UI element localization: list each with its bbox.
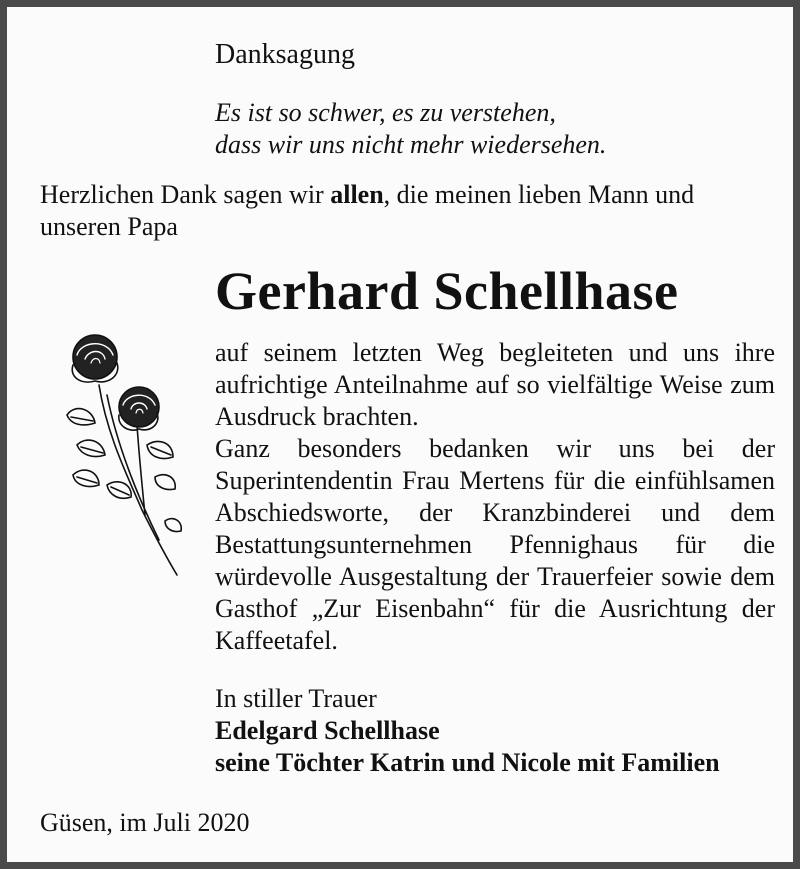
place-date: Güsen, im Juli 2020 — [40, 808, 250, 837]
signature-family: seine Töchter Katrin und Nicole mit Familien — [215, 748, 720, 777]
quote-line-1: Es ist so schwer, es zu verstehen, — [215, 98, 556, 127]
deceased-name: Gerhard Schellhase — [215, 261, 679, 321]
thanks-before: Herzlichen Dank sagen wir — [40, 180, 331, 209]
body-paragraph-1: auf seinem letzten Weg begleiteten und uns ihre aufrichtige Anteilnahme auf so vielfältige Weise zum Ausdruck brachten. — [215, 338, 775, 431]
signature-intro: In stiller Trauer — [215, 684, 377, 713]
body-text — [215, 337, 775, 657]
signature-block — [215, 683, 720, 779]
thanks-bold: allen — [330, 180, 384, 209]
thanks-text — [40, 179, 775, 243]
heading: Danksagung — [215, 39, 355, 70]
quote-line-2: dass wir uns nicht mehr wiedersehen. — [215, 130, 607, 159]
memorial-quote — [215, 97, 606, 161]
roses-icon — [47, 325, 197, 587]
signature-name: Edelgard Schellhase — [215, 716, 440, 745]
body-paragraph-2: Ganz besonders bedanken wir uns bei der Superintendentin Frau Mertens für die einfühlsamen Abschiedsworte, der Kranzbinderei und dem Bestattungsunternehmen Pfennighaus für die würdevolle Ausgestaltung der Trauerfeier sowie dem Gasthof „Zur Eisenbahn“ für die Ausrichtung der Kaffeetafel. — [215, 434, 775, 655]
thanks-after: , die meinen lieben Mann und unseren Papa — [40, 180, 695, 241]
